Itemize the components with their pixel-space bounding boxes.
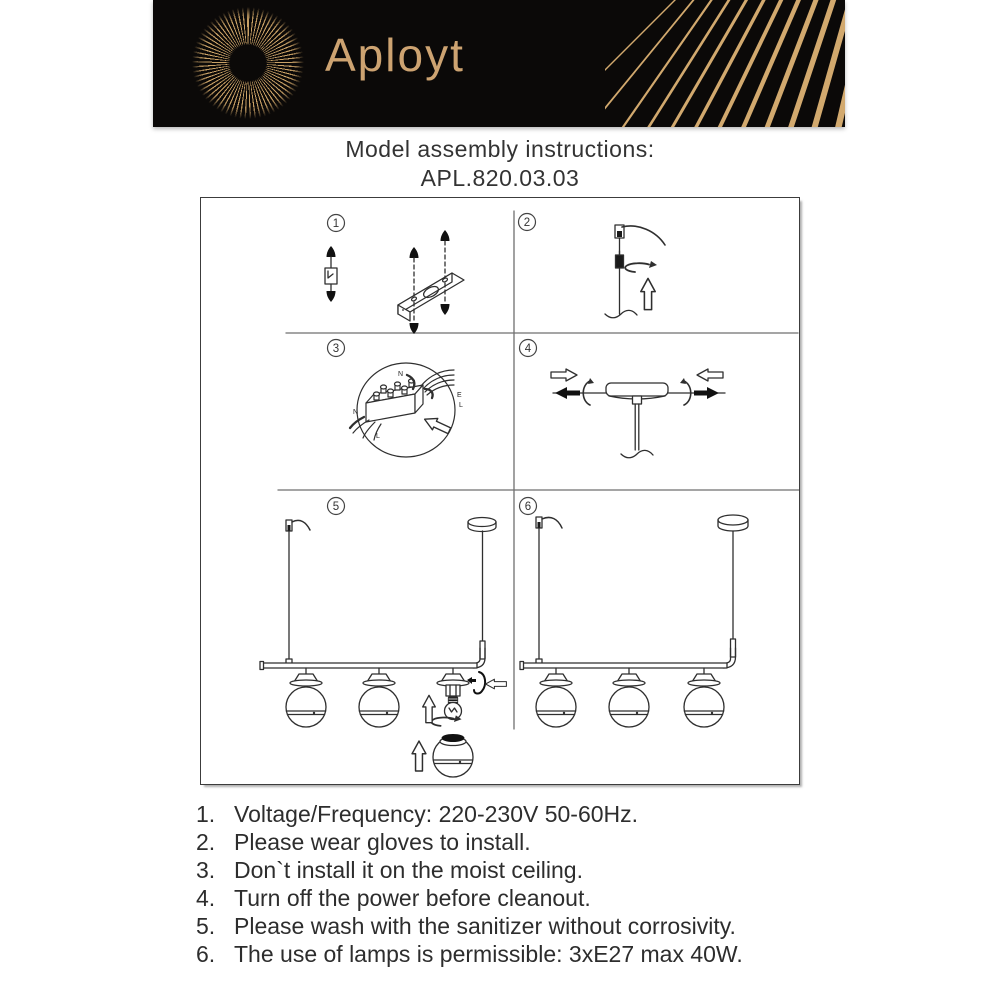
instruction-text: Voltage/Frequency: 220-230V 50-60Hz.: [234, 801, 639, 827]
rotate-arc-left-icon: [583, 378, 594, 405]
globe-shade-icon: [536, 668, 576, 727]
hook-arrow-icon: [486, 679, 507, 689]
step-badge-4: [520, 340, 537, 357]
rotate-arc-right-icon: [680, 378, 691, 405]
brand-banner: [153, 0, 845, 127]
model-code: APL.820.03.03: [420, 165, 580, 191]
instructions-list: [196, 800, 856, 968]
brand-wordmark: Aployt: [325, 29, 465, 81]
instruction-number: 4.: [196, 885, 216, 911]
page-title: Model assembly instructions:: [345, 136, 655, 162]
instruction-number: 3.: [196, 857, 216, 883]
instruction-number: 5.: [196, 913, 216, 939]
mounting-bracket-icon: [398, 230, 464, 334]
step-badge-2: [519, 214, 536, 231]
assembly-diagram-box: [200, 197, 800, 785]
twist-ring-icon: [431, 715, 461, 725]
instruction-item: [196, 912, 856, 940]
svg-text:N: N: [398, 371, 404, 378]
svg-text:1: 1: [332, 218, 340, 230]
pendant-frame-exploded-icon: [260, 518, 496, 670]
step-badge-6: [520, 498, 537, 515]
svg-text:5: 5: [332, 501, 340, 513]
screw-arrow-left-icon: [555, 387, 580, 399]
up-arrow-icon: [641, 278, 655, 309]
globe-shade-exploded-icon: [433, 734, 473, 777]
instruction-item: [196, 940, 856, 968]
step-badge-1: [328, 215, 345, 232]
panel-step-2: [605, 225, 665, 318]
instruction-text: Please wear gloves to install.: [234, 829, 531, 855]
screw-arrow-right-icon: [694, 387, 719, 399]
svg-text:3: 3: [332, 343, 340, 355]
globe-shade-icon: [359, 668, 399, 727]
panel-step-1: [325, 230, 464, 334]
panel-step-4: [551, 369, 725, 458]
svg-text:E: E: [457, 392, 462, 399]
instruction-number: 1.: [196, 801, 216, 827]
push-arrow-left-icon: [551, 369, 577, 381]
instruction-number: 2.: [196, 829, 216, 855]
instruction-text: Turn off the power before cleanout.: [234, 885, 591, 911]
globe-shade-icon: [286, 668, 326, 727]
instruction-text: Don`t install it on the moist ceiling.: [234, 857, 583, 883]
sunburst-logo-icon: [188, 3, 308, 123]
panel-step-5: [260, 518, 506, 778]
instruction-item: [196, 828, 856, 856]
lamp-holder-exploded-icon: [437, 668, 485, 696]
panel-step-6: [520, 515, 748, 727]
svg-text:4: 4: [524, 343, 532, 355]
rotate-arrow-icon: [625, 261, 657, 272]
globe-shade-icon: [684, 668, 724, 727]
bulb-icon: [445, 697, 462, 720]
step-badge-5: [328, 498, 345, 515]
push-arrow-right-icon: [697, 369, 723, 381]
svg-text:N: N: [353, 409, 359, 416]
insert-arrow-icon: [422, 414, 452, 437]
svg-text:L: L: [376, 433, 380, 440]
step-number-badges: [328, 214, 537, 515]
up-arrow-icon: [412, 741, 426, 771]
rays-decoration-icon: [605, 0, 845, 127]
svg-text:2: 2: [523, 217, 531, 229]
assembly-diagram: [201, 198, 799, 784]
instruction-text: Please wash with the sanitizer without corrosivity.: [234, 913, 736, 939]
instruction-item: [196, 800, 856, 828]
instruction-item: [196, 884, 856, 912]
globe-shade-icon: [609, 668, 649, 727]
instruction-text: The use of lamps is permissible: 3xE27 max 40W.: [234, 941, 743, 967]
wall-anchor-icon: [325, 246, 337, 302]
instruction-number: 6.: [196, 941, 216, 967]
svg-text:6: 6: [524, 501, 532, 513]
step-badge-3: [328, 340, 345, 357]
svg-text:L: L: [459, 402, 463, 409]
panel-step-3: [350, 363, 463, 457]
instruction-item: [196, 856, 856, 884]
pendant-assembled-icon: [520, 515, 748, 670]
